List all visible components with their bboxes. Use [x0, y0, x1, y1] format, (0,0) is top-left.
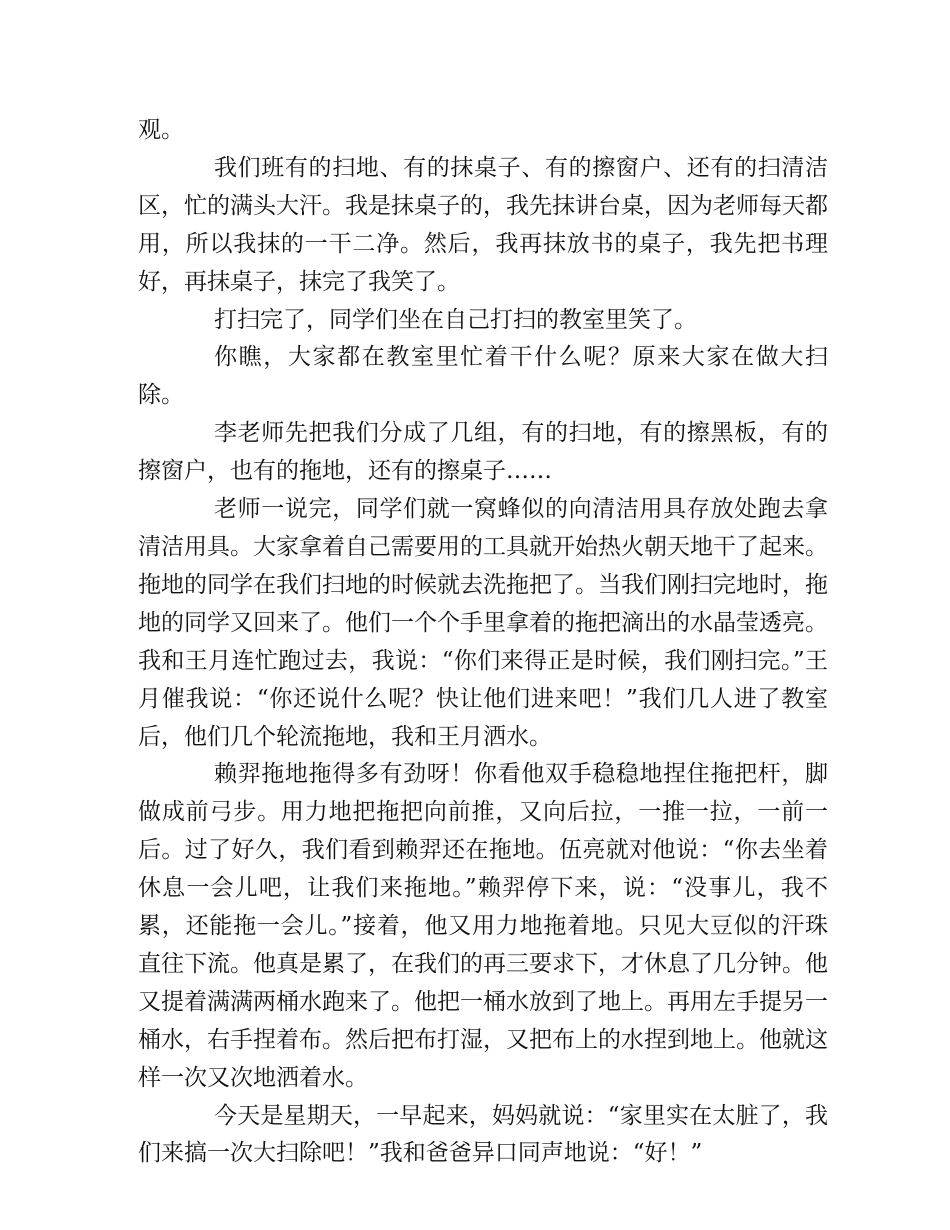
paragraph-4: 李老师先把我们分成了几组，有的扫地，有的擦黑板，有的擦窗户，也有的拖地，还有的擦桌子…… — [138, 420, 828, 485]
paragraph-1: 我们班有的扫地、有的抹桌子、有的擦窗户、还有的扫清洁区，忙的满头大汗。我是抹桌子的，我先抹讲台桌，因为老师每天都用，所以我抹的一干二净。然后，我再抹放书的桌子，我先把书理好，再抹桌子，抹完了我笑了。 — [138, 154, 828, 295]
paragraph-6: 赖羿拖地拖得多有劲呀！你看他双手稳稳地捏住拖把杆，脚做成前弓步。用力地把拖把向前推，又向后拉，一推一拉，一前一后。过了好久，我们看到赖羿还在拖地。伍亮就对他说：“你去坐着休息一会儿吧，让我们来拖地。”赖羿停下来，说：“没事儿，我不累，还能拖一会儿。”接着，他又用力地拖着地。只见大豆似的汗珠直往下流。他真是累了，在我们的再三要求下，才休息了几分钟。他又提着满满两桶水跑来了。他把一桶水放到了地上。再用左手提另一桶水，右手捏着布。然后把布打湿，又把布上的水捏到地上。他就这样一次又次地洒着水。 — [138, 761, 828, 1091]
paragraph-3: 你瞧，大家都在教室里忙着干什么呢？原来大家在做大扫除。 — [138, 344, 828, 409]
paragraph-0: 观。 — [138, 117, 184, 143]
paragraph-5: 老师一说完，同学们就一窝蜂似的向清洁用具存放处跑去拿清洁用具。大家拿着自己需要用的工具就开始热火朝天地干了起来。拖地的同学在我们扫地的时候就去洗拖把了。当我们刚扫完地时，拖地的同学又回来了。他们一个个手里拿着的拖把滴出的水晶莹透亮。我和王月连忙跑过去，我说：“你们来得正是时候，我们刚扫完。”王月催我说：“你还说什么呢？快让他们进来吧！”我们几人进了教室后，他们几个轮流拖地，我和王月洒水。 — [138, 496, 828, 750]
paragraph-2: 打扫完了，同学们坐在自己打扫的教室里笑了。 — [214, 306, 697, 333]
paragraph-7: 今天是星期天，一早起来，妈妈就说：“家里实在太脏了，我们来搞一次大扫除吧！”我和爸爸异口同声地说：“好！” — [138, 1102, 828, 1167]
document-body — [138, 112, 828, 1173]
